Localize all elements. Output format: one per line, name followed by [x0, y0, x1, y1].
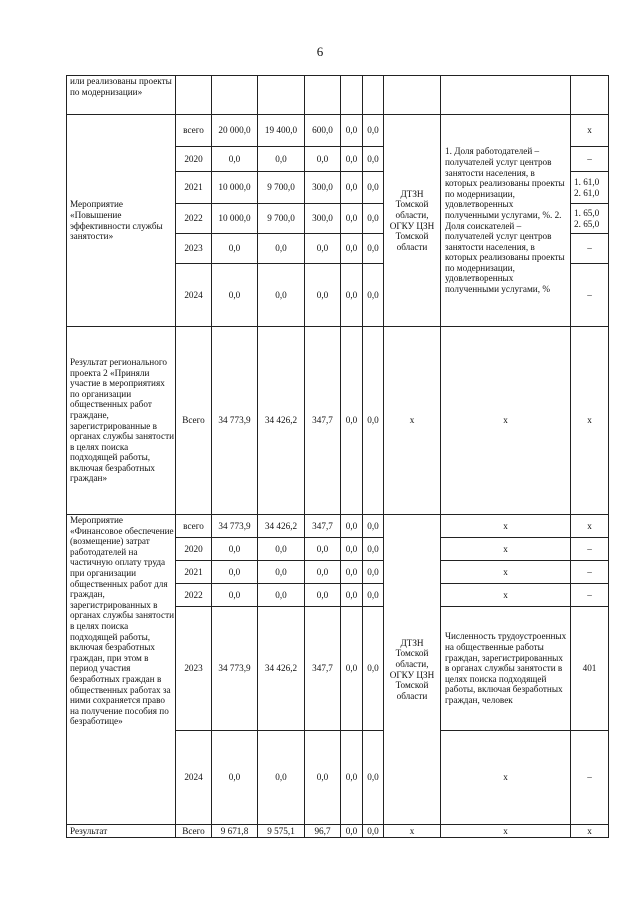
table-row: [67, 515, 609, 538]
target-value-cell: [571, 234, 609, 264]
regional-cell: 0,0: [305, 731, 341, 825]
indicator-cell: x: [441, 561, 571, 584]
executor-cell: ДТЗН Томской области, ОГКУ ЦЗН Томской области: [384, 515, 441, 825]
regional-cell: 0,0: [305, 584, 341, 607]
year-cell: 2021: [176, 172, 212, 204]
federal-cell: 0,0: [258, 264, 305, 327]
other-cell: 0,0: [363, 234, 384, 264]
regional-cell: 0,0: [305, 538, 341, 561]
indicator-cell: x: [441, 327, 571, 515]
table-row: [67, 115, 609, 147]
target-value-cell: [571, 115, 609, 147]
total-cell: 10 000,0: [212, 172, 258, 204]
target-value-cell: [571, 147, 609, 172]
result-name: Результат регионального проекта 2 «Приняли участие в мероприятиях по организации общественных работ граждане, зарегистрированные в органах службы занятости в целях поиска подходящей работы, включая безработных граждан»: [67, 327, 176, 515]
federal-cell: 34 426,2: [258, 515, 305, 538]
target-value-cell: x: [571, 327, 609, 515]
other-cell: 0,0: [363, 584, 384, 607]
event-name: Мероприятие «Финансовое обеспечение (возмещение) затрат работодателей на частичную оплату труда при организации общественных работ для граждан, зарегистрированных в органах службы занятости в целях поиска подходящей работы, включая безработных граждан, при этом в период участия безработных граждан в общественных работах за ними сохраняется право на получение пособия по безработице»: [67, 515, 176, 825]
other-cell: 0,0: [363, 561, 384, 584]
year-cell: 2024: [176, 731, 212, 825]
federal-cell: 0,0: [258, 538, 305, 561]
federal-cell: 19 400,0: [258, 115, 305, 147]
indicator-cell: x: [441, 584, 571, 607]
target-value-line: 2. 65,0: [574, 218, 600, 229]
federal-cell: 0,0: [258, 731, 305, 825]
year-cell: 2020: [176, 147, 212, 172]
local-cell: 0,0: [341, 327, 363, 515]
page-number: 6: [316, 44, 324, 59]
local-cell: 0,0: [341, 731, 363, 825]
local-cell: 0,0: [341, 538, 363, 561]
year-cell: 2020: [176, 538, 212, 561]
continuation-row: [67, 76, 609, 115]
total-cell: 0,0: [212, 538, 258, 561]
program-table: [66, 75, 609, 838]
local-cell: 0,0: [341, 115, 363, 147]
local-cell: 0,0: [341, 264, 363, 327]
local-cell: 0,0: [341, 561, 363, 584]
year-cell: 2024: [176, 264, 212, 327]
regional-cell: 600,0: [305, 115, 341, 147]
target-value-cell: –: [571, 584, 609, 607]
other-cell: 0,0: [363, 825, 384, 838]
total-cell: 9 671,8: [212, 825, 258, 838]
federal-cell: 9 700,0: [258, 204, 305, 234]
federal-cell: 9 575,1: [258, 825, 305, 838]
target-value-cell: [571, 264, 609, 327]
local-cell: 0,0: [341, 607, 363, 731]
target-value-cell: x: [571, 515, 609, 538]
year-cell: всего: [176, 115, 212, 147]
local-cell: 0,0: [341, 204, 363, 234]
regional-cell: 96,7: [305, 825, 341, 838]
indicator-cell: x: [441, 731, 571, 825]
regional-cell: 0,0: [305, 561, 341, 584]
executor-cell: x: [384, 825, 441, 838]
target-value-line: 2. 61,0: [574, 187, 600, 198]
year-cell: 2023: [176, 234, 212, 264]
year-cell: всего: [176, 515, 212, 538]
total-cell: 0,0: [212, 561, 258, 584]
year-cell: 2021: [176, 561, 212, 584]
federal-cell: 34 426,2: [258, 607, 305, 731]
row-name: или реализованы проекты по модернизации»: [67, 76, 176, 115]
year-cell: Всего: [176, 327, 212, 515]
other-cell: 0,0: [363, 538, 384, 561]
target-value-line: 1. 65,0: [574, 207, 600, 218]
federal-cell: 9 700,0: [258, 172, 305, 204]
target-value-cell: [571, 172, 609, 204]
target-value-cell: –: [571, 538, 609, 561]
result-row: [67, 825, 609, 838]
indicator-cell: x: [441, 825, 571, 838]
target-value-cell: –: [571, 561, 609, 584]
total-cell: 0,0: [212, 147, 258, 172]
total-cell: 0,0: [212, 731, 258, 825]
federal-cell: 0,0: [258, 147, 305, 172]
other-cell: 0,0: [363, 147, 384, 172]
indicator-cell: x: [441, 515, 571, 538]
regional-cell: 347,7: [305, 607, 341, 731]
local-cell: 0,0: [341, 234, 363, 264]
federal-cell: 0,0: [258, 584, 305, 607]
federal-cell: 34 426,2: [258, 327, 305, 515]
year-cell: Всего: [176, 825, 212, 838]
regional-cell: 300,0: [305, 172, 341, 204]
total-cell: 0,0: [212, 264, 258, 327]
target-value-cell: x: [571, 825, 609, 838]
local-cell: 0,0: [341, 172, 363, 204]
year-cell: 2023: [176, 607, 212, 731]
executor-cell: x: [384, 327, 441, 515]
total-cell: 20 000,0: [212, 115, 258, 147]
target-value-cell: –: [571, 731, 609, 825]
total-cell: 0,0: [212, 584, 258, 607]
total-cell: 34 773,9: [212, 327, 258, 515]
other-cell: 0,0: [363, 731, 384, 825]
target-value-cell: [571, 204, 609, 234]
federal-cell: 0,0: [258, 234, 305, 264]
executor-cell: ДТЗН Томской области, ОГКУ ЦЗН Томской области: [384, 115, 441, 327]
other-cell: 0,0: [363, 115, 384, 147]
regional-cell: 347,7: [305, 515, 341, 538]
local-cell: 0,0: [341, 515, 363, 538]
regional-cell: 300,0: [305, 204, 341, 234]
year-cell: 2022: [176, 204, 212, 234]
other-cell: 0,0: [363, 204, 384, 234]
target-value-line: x: [587, 125, 592, 136]
result-row: [67, 327, 609, 515]
regional-cell: 0,0: [305, 234, 341, 264]
target-value-line: –: [587, 289, 592, 300]
other-cell: 0,0: [363, 264, 384, 327]
target-value-cell: 401: [571, 607, 609, 731]
regional-cell: 0,0: [305, 147, 341, 172]
total-cell: 34 773,9: [212, 515, 258, 538]
federal-cell: 0,0: [258, 561, 305, 584]
local-cell: 0,0: [341, 825, 363, 838]
other-cell: 0,0: [363, 607, 384, 731]
event-name: Мероприятие «Повышение эффективности службы занятости»: [67, 115, 176, 327]
other-cell: 0,0: [363, 172, 384, 204]
total-cell: 10 000,0: [212, 204, 258, 234]
indicator-cell: 1. Доля работодателей – получателей услуг центров занятости населения, в которых реализованы проекты по модернизации, удовлетворенных полученными услугами, %. 2. Доля соискателей – получателей услуг центров занятости населения, в которых реализованы проекты по модернизации, удовлетворенных полученными услугами, %: [441, 115, 571, 327]
total-cell: 0,0: [212, 234, 258, 264]
indicator-cell: x: [441, 538, 571, 561]
regional-cell: 0,0: [305, 264, 341, 327]
total-cell: 34 773,9: [212, 607, 258, 731]
indicator-cell: Численность трудоустроенных на общественные работы граждан, зарегистрированных в органах службы занятости в целях поиска подходящей работы, включая безработных граждан, человек: [441, 607, 571, 731]
target-value-line: –: [587, 153, 592, 164]
local-cell: 0,0: [341, 584, 363, 607]
regional-cell: 347,7: [305, 327, 341, 515]
local-cell: 0,0: [341, 147, 363, 172]
other-cell: 0,0: [363, 515, 384, 538]
target-value-line: –: [587, 243, 592, 254]
other-cell: 0,0: [363, 327, 384, 515]
year-cell: 2022: [176, 584, 212, 607]
result-name: Результат: [67, 825, 176, 838]
target-value-line: 1. 61,0: [574, 176, 600, 187]
